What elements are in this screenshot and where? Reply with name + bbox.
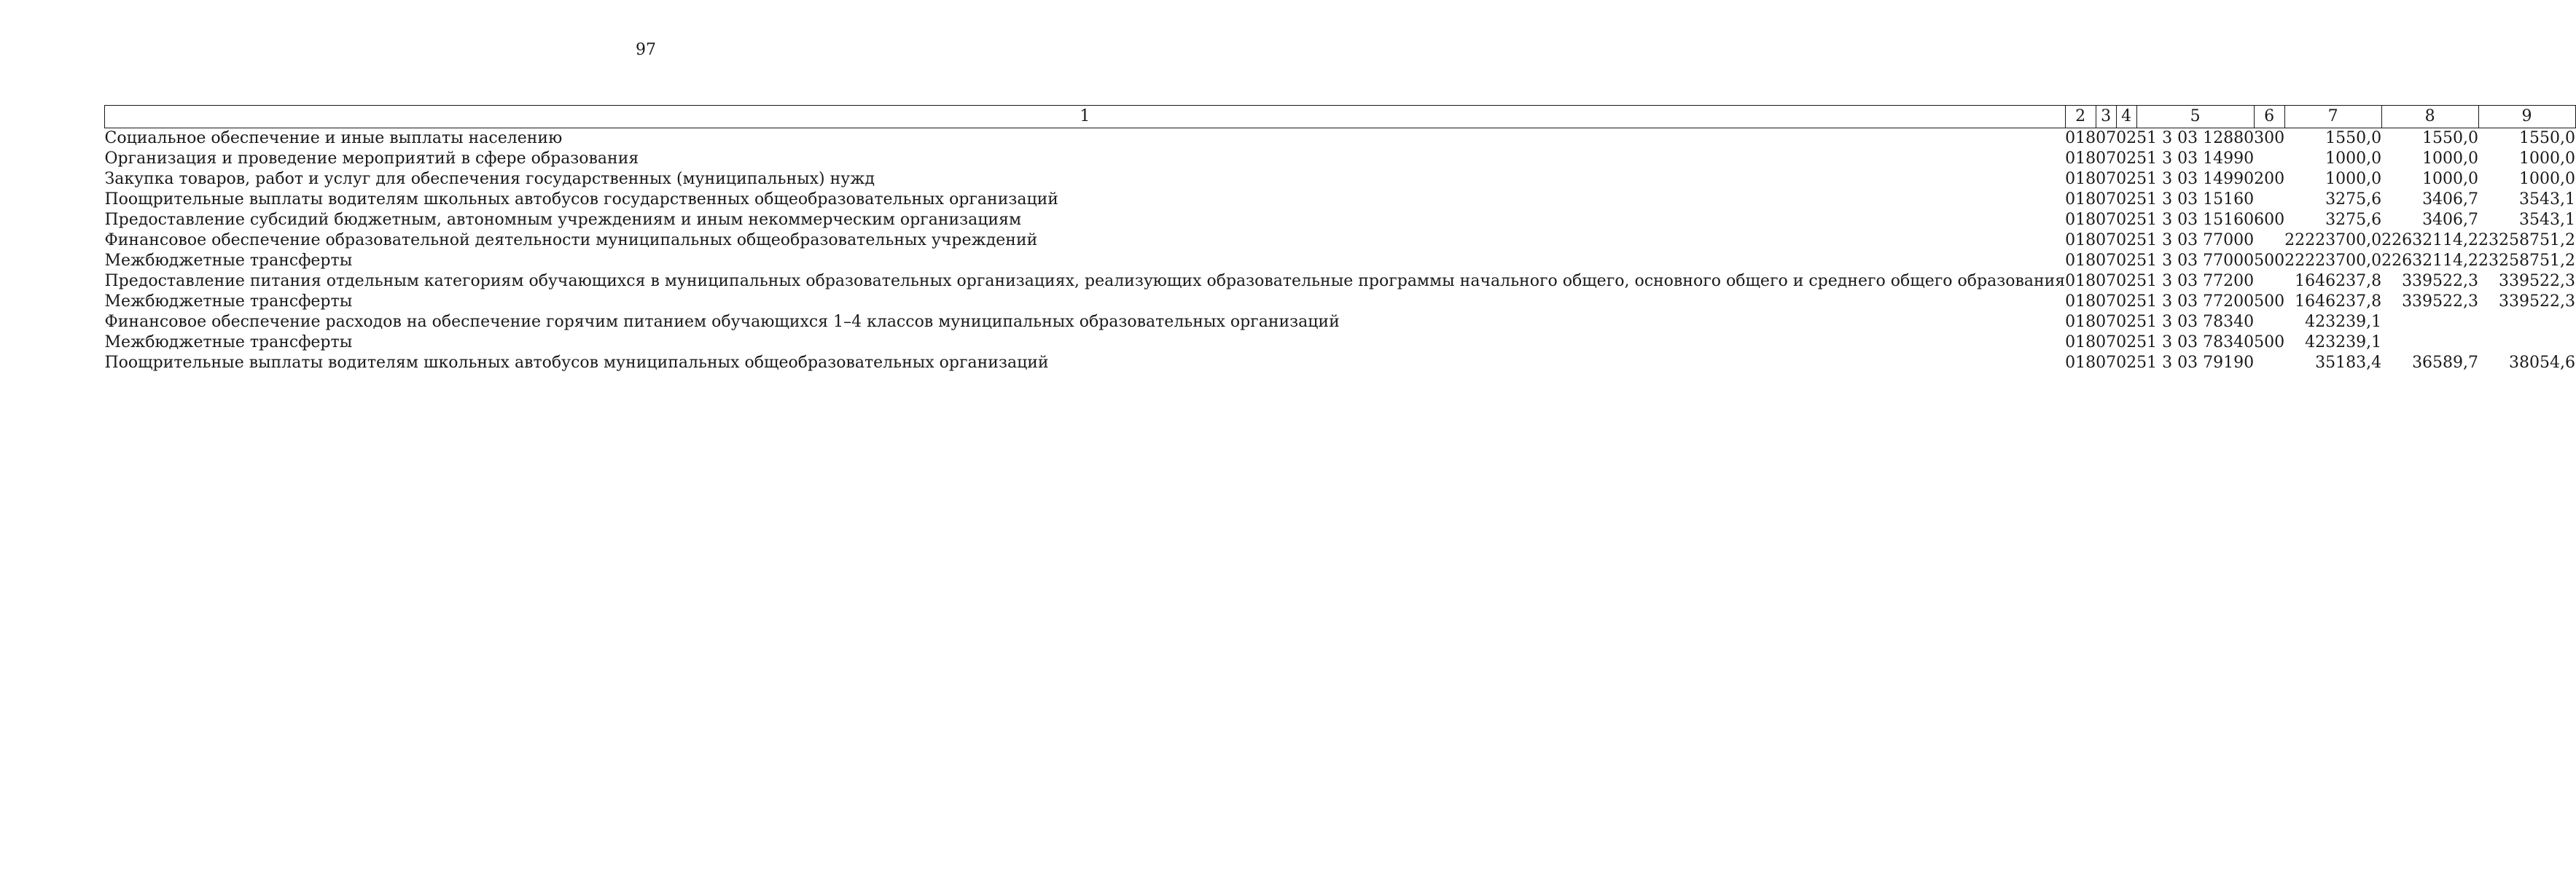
row-section-code: 07: [2096, 129, 2117, 147]
row-amount-col8: 1000,0: [2422, 170, 2479, 188]
row-grbs-code: 018: [2065, 231, 2096, 249]
row-amount-col9: 23258751,2: [2478, 231, 2576, 249]
row-subsection-code: 02: [2116, 252, 2137, 270]
row-amount-col7: 1000,0: [2325, 149, 2382, 168]
row-grbs-code: 018: [2065, 211, 2096, 229]
row-amount-col7: 1646237,8: [2295, 292, 2382, 311]
row-name: Предоставление питания отдельным категориям обучающихся в муниципальных образовательных организациях, реализующих образовательные программы начального общего, основного общего и среднего общего образования: [104, 272, 2066, 290]
row-amount-col8: [2381, 312, 2478, 332]
row-subsection-code: 02: [2116, 354, 2137, 372]
table-row: [105, 210, 2576, 230]
column-header-1: 1: [105, 106, 2066, 128]
page-number: 97: [636, 41, 656, 59]
row-amount-col9: 1000,0: [2519, 170, 2576, 188]
row-amount-col9: 339522,3: [2499, 272, 2576, 290]
table-row: [105, 292, 2576, 312]
row-subsection-code: 02: [2116, 149, 2137, 168]
row-expense-type: 500: [2254, 333, 2285, 351]
row-section-code: 07: [2096, 170, 2117, 188]
row-name: Поощрительные выплаты водителям школьных автобусов государственных общеобразовательных организаций: [104, 190, 1058, 209]
row-amount-col9: [2478, 332, 2575, 353]
table-row: [105, 271, 2576, 292]
row-section-code: 07: [2096, 190, 2117, 209]
row-expense-type: 300: [2254, 129, 2285, 147]
row-expense-type: [2254, 271, 2284, 292]
column-header-9: 9: [2478, 106, 2575, 128]
row-name: Межбюджетные трансферты: [104, 292, 353, 311]
row-subsection-code: 02: [2116, 211, 2137, 229]
row-section-code: 07: [2096, 252, 2117, 270]
table-row: [105, 332, 2576, 353]
row-amount-col7: 22223700,0: [2284, 231, 2382, 249]
row-subsection-code: 02: [2116, 313, 2137, 331]
row-name: Социальное обеспечение и иные выплаты населению: [104, 129, 563, 147]
row-expense-type: [2254, 230, 2284, 251]
row-grbs-code: 018: [2065, 313, 2096, 331]
column-header-6: 6: [2254, 106, 2284, 128]
row-expense-type: [2254, 149, 2284, 169]
column-header-8: 8: [2381, 106, 2478, 128]
row-amount-col8: 339522,3: [2402, 272, 2479, 290]
row-subsection-code: 02: [2116, 190, 2137, 209]
row-amount-col9: 3543,1: [2519, 211, 2576, 229]
row-amount-col8: [2381, 332, 2478, 353]
row-amount-col8: 3406,7: [2422, 211, 2479, 229]
row-grbs-code: 018: [2065, 272, 2096, 290]
row-target-article: 51 3 03 77200: [2136, 272, 2255, 290]
row-target-article: 51 3 03 14990: [2136, 149, 2255, 168]
row-amount-col9: 1550,0: [2519, 129, 2576, 147]
row-section-code: 07: [2096, 272, 2117, 290]
row-name: Поощрительные выплаты водителям школьных автобусов муниципальных общеобразовательных организаций: [104, 354, 1049, 372]
row-amount-col9: 23258751,2: [2478, 252, 2576, 270]
row-section-code: 07: [2096, 292, 2117, 311]
table-row: [105, 251, 2576, 271]
row-grbs-code: 018: [2065, 354, 2096, 372]
table-row: [105, 128, 2576, 149]
row-amount-col7: 423239,1: [2305, 333, 2382, 351]
row-target-article: 51 3 03 77000: [2136, 252, 2255, 270]
row-grbs-code: 018: [2065, 149, 2096, 168]
row-grbs-code: 018: [2065, 170, 2096, 188]
row-amount-col7: 3275,6: [2325, 211, 2382, 229]
row-target-article: 51 3 03 15160: [2136, 190, 2255, 209]
row-grbs-code: 018: [2065, 333, 2096, 351]
table-body: [105, 128, 2576, 374]
row-expense-type: [2254, 353, 2284, 373]
table-row: [105, 312, 2576, 332]
row-amount-col7: 1550,0: [2325, 129, 2382, 147]
row-subsection-code: 02: [2116, 170, 2137, 188]
column-header-7: 7: [2284, 106, 2381, 128]
row-expense-type: [2254, 190, 2284, 210]
row-name: Межбюджетные трансферты: [104, 333, 353, 351]
row-amount-col7: 1646237,8: [2295, 272, 2382, 290]
row-grbs-code: 018: [2065, 129, 2096, 147]
row-amount-col8: 22632114,2: [2381, 231, 2479, 249]
budget-table: [104, 105, 2576, 373]
row-amount-col8: 36589,7: [2412, 354, 2479, 372]
row-expense-type: 500: [2254, 252, 2285, 270]
column-header-3: 3: [2096, 106, 2116, 128]
table-row: [105, 169, 2576, 190]
row-amount-col7: 1000,0: [2325, 170, 2382, 188]
row-name: Организация и проведение мероприятий в сфере образования: [104, 149, 639, 168]
row-amount-col9: 38054,6: [2509, 354, 2576, 372]
row-section-code: 07: [2096, 354, 2117, 372]
row-subsection-code: 02: [2116, 292, 2137, 311]
row-section-code: 07: [2096, 313, 2117, 331]
row-amount-col9: 3543,1: [2519, 190, 2576, 209]
row-grbs-code: 018: [2065, 190, 2096, 209]
row-subsection-code: 02: [2116, 272, 2137, 290]
row-section-code: 07: [2096, 333, 2117, 351]
row-name: Финансовое обеспечение расходов на обеспечение горячим питанием обучающихся 1–4 классов муниципальных образовательных организаций: [104, 313, 1340, 331]
table-row: [105, 190, 2576, 210]
row-name: Закупка товаров, работ и услуг для обеспечения государственных (муниципальных) нужд: [104, 170, 875, 188]
row-section-code: 07: [2096, 211, 2117, 229]
row-name: Предоставление субсидий бюджетным, автономным учреждениям и иным некоммерческим организациям: [104, 211, 1022, 229]
row-amount-col7: 3275,6: [2325, 190, 2382, 209]
column-header-5: 5: [2136, 106, 2254, 128]
row-expense-type: 200: [2254, 170, 2285, 188]
row-subsection-code: 02: [2116, 129, 2137, 147]
table-row: [105, 149, 2576, 169]
row-amount-col9: 339522,3: [2499, 292, 2576, 311]
column-header-2: 2: [2065, 106, 2096, 128]
row-amount-col9: [2478, 312, 2575, 332]
row-target-article: 51 3 03 77200: [2136, 292, 2255, 311]
row-target-article: 51 3 03 77000: [2136, 231, 2255, 249]
row-expense-type: 500: [2254, 292, 2285, 311]
row-subsection-code: 02: [2116, 333, 2137, 351]
row-target-article: 51 3 03 78340: [2136, 333, 2255, 351]
row-amount-col7: 22223700,0: [2284, 252, 2382, 270]
row-amount-col8: 22632114,2: [2381, 252, 2479, 270]
column-header-4: 4: [2116, 106, 2136, 128]
row-expense-type: 600: [2254, 211, 2285, 229]
row-grbs-code: 018: [2065, 252, 2096, 270]
row-amount-col8: 1550,0: [2422, 129, 2479, 147]
row-target-article: 51 3 03 78340: [2136, 313, 2255, 331]
row-name: Финансовое обеспечение образовательной деятельности муниципальных общеобразовательных учреждений: [104, 231, 1038, 249]
row-target-article: 51 3 03 12880: [2136, 129, 2255, 147]
row-subsection-code: 02: [2116, 231, 2137, 249]
row-amount-col8: 3406,7: [2422, 190, 2479, 209]
row-grbs-code: 018: [2065, 292, 2096, 311]
row-amount-col7: 35183,4: [2315, 354, 2382, 372]
table-row: [105, 353, 2576, 373]
row-amount-col8: 339522,3: [2402, 292, 2479, 311]
row-expense-type: [2254, 312, 2284, 332]
table-header-row: [105, 106, 2576, 128]
row-target-article: 51 3 03 15160: [2136, 211, 2255, 229]
row-amount-col8: 1000,0: [2422, 149, 2479, 168]
table-row: [105, 230, 2576, 251]
row-section-code: 07: [2096, 231, 2117, 249]
row-target-article: 51 3 03 14990: [2136, 170, 2255, 188]
row-amount-col9: 1000,0: [2519, 149, 2576, 168]
row-section-code: 07: [2096, 149, 2117, 168]
row-name: Межбюджетные трансферты: [104, 252, 353, 270]
row-target-article: 51 3 03 79190: [2136, 354, 2255, 372]
row-amount-col7: 423239,1: [2305, 313, 2382, 331]
